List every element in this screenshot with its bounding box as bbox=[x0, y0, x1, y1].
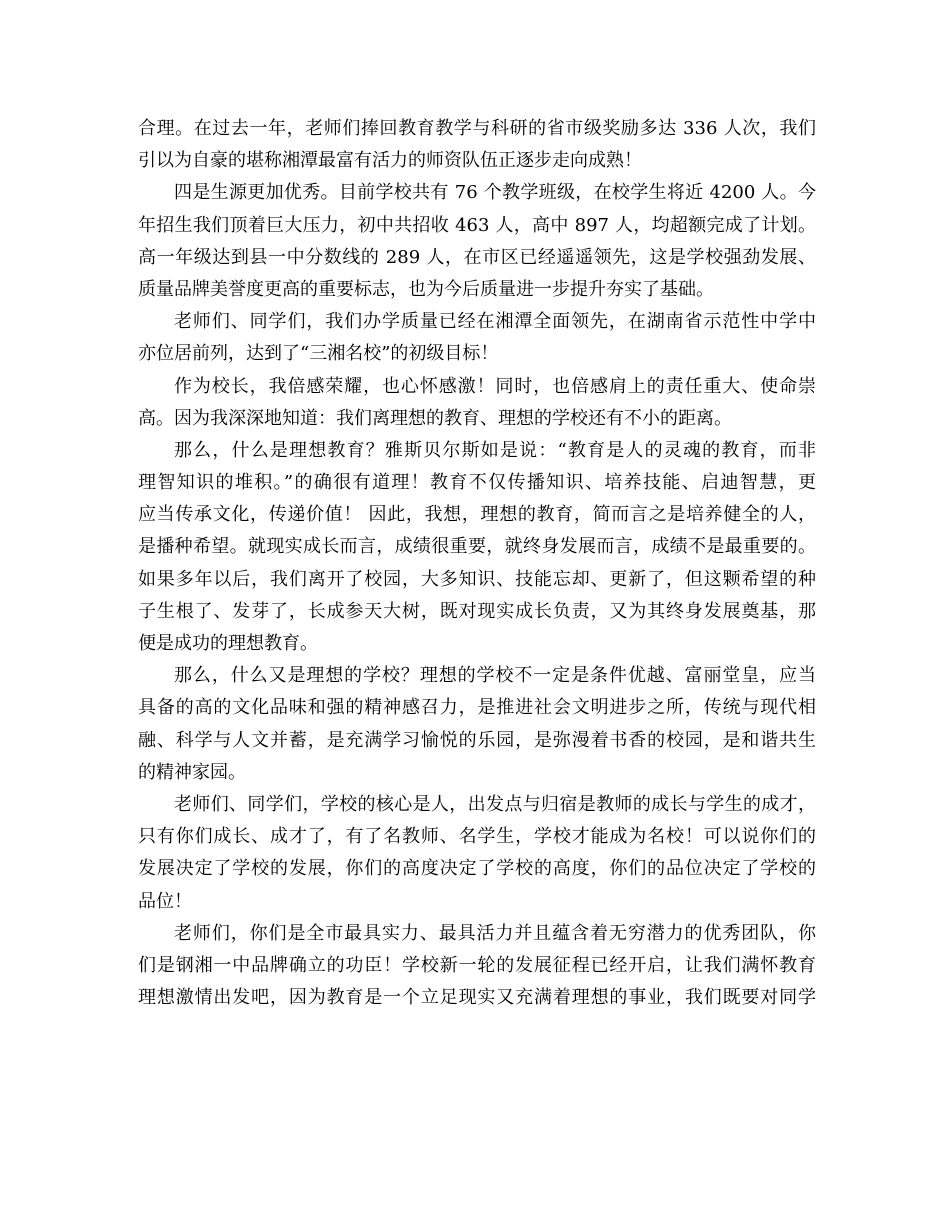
text-line: 只有你们成长、成才了，有了名教师、名学生，学校才能成为名校！可以说你们的 bbox=[138, 826, 816, 848]
text-line: 理智知识的堆积。”的确很有道理！教育不仅传播知识、培养技能、启迪智慧，更 bbox=[138, 472, 816, 494]
text-line: 引以为自豪的堪称湘潭最富有活力的师资队伍正逐步走向成熟！ bbox=[138, 150, 642, 172]
text-line: 老师们、同学们，学校的核心是人，出发点与归宿是教师的成长与学生的成才， bbox=[174, 793, 816, 815]
text-line: 发展决定了学校的发展，你们的高度决定了学校的高度，你们的品位决定了学校的 bbox=[138, 858, 816, 880]
text-line: 具备的高的文化品味和强的精神感召力，是推进社会文明进步之所，传统与现代相 bbox=[138, 697, 816, 719]
text-line: 合理。在过去一年，老师们捧回教育教学与科研的省市级奖励多达 336 人次，我们 bbox=[138, 118, 816, 139]
text-line: 如果多年以后，我们离开了校园，大多知识、技能忘却、更新了，但这颗希望的种 bbox=[138, 568, 816, 590]
text-line: 那么，什么又是理想的学校？理想的学校不一定是条件优越、富丽堂皇，应当 bbox=[174, 665, 816, 687]
text-line: 作为校长，我倍感荣耀，也心怀感激！同时，也倍感肩上的责任重大、使命崇 bbox=[174, 375, 816, 397]
text-line: 理想激情出发吧，因为教育是一个立足现实又充满着理想的事业，我们既要对同学 bbox=[138, 987, 816, 1009]
text-line: 年招生我们顶着巨大压力，初中共招收 463 人，高中 897 人，均超额完成了计划。 bbox=[138, 214, 816, 236]
document-body bbox=[138, 113, 816, 1014]
text-line: 子生根了、发芽了，长成参天大树，既对现实成长负责，又为其终身发展奠基，那 bbox=[138, 600, 816, 622]
text-line: 是播种希望。就现实成长而言，成绩很重要，就终身发展而言，成绩不是最重要的。 bbox=[138, 536, 816, 558]
text-line: 质量品牌美誉度更高的重要标志，也为今后质量进一步提升夯实了基础。 bbox=[138, 278, 714, 300]
text-line: 高。因为我深深地知道：我们离理想的教育、理想的学校还有不小的距离。 bbox=[138, 407, 732, 429]
text-line: 四是生源更加优秀。目前学校共有 76 个教学班级，在校学生将近 4200 人。今 bbox=[174, 182, 816, 204]
text-line: 高一年级达到县一中分数线的 289 人，在市区已经遥遥领先，这是学校强劲发展、 bbox=[138, 246, 816, 268]
text-line: 们是钢湘一中品牌确立的功臣！学校新一轮的发展征程已经开启，让我们满怀教育 bbox=[138, 954, 816, 976]
text-line: 亦位居前列，达到了“三湘名校”的初级目标！ bbox=[138, 343, 499, 365]
text-line: 品位！ bbox=[138, 890, 192, 912]
text-line: 老师们，你们是全市最具实力、最具活力并且蕴含着无穷潜力的优秀团队，你 bbox=[174, 922, 816, 944]
text-line: 应当传承文化，传递价值！ 因此，我想，理想的教育，简而言之是培养健全的人， bbox=[138, 504, 816, 526]
text-line: 那么，什么是理想教育？雅斯贝尔斯如是说：“教育是人的灵魂的教育，而非 bbox=[174, 439, 816, 461]
text-line: 的精神家园。 bbox=[138, 761, 246, 783]
text-line: 融、科学与人文并蓄，是充满学习愉悦的乐园，是弥漫着书香的校园，是和谐共生 bbox=[138, 729, 816, 751]
text-line: 便是成功的理想教育。 bbox=[138, 633, 318, 654]
text-line: 老师们、同学们，我们办学质量已经在湘潭全面领先，在湖南省示范性中学中 bbox=[174, 311, 816, 333]
